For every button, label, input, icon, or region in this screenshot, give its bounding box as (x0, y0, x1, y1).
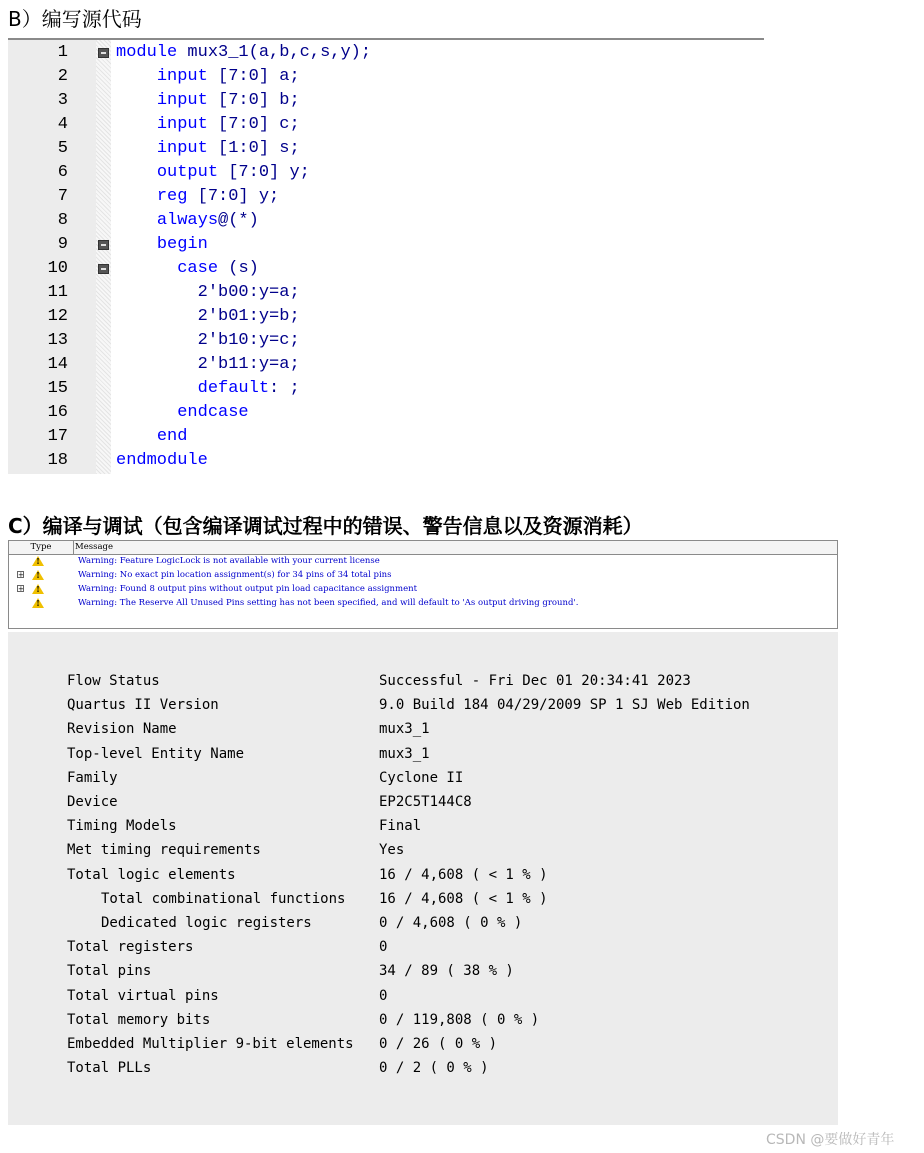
line-number: 8 (57, 211, 68, 230)
summary-label: Quartus II Version (67, 697, 219, 714)
messages-header (9, 541, 837, 555)
code-text: input [7:0] a; (156, 67, 300, 86)
summary-row (8, 742, 838, 766)
summary-row (8, 984, 838, 1008)
code-line[interactable] (8, 377, 764, 401)
line-number: 12 (47, 307, 68, 326)
message-row[interactable] (9, 584, 837, 594)
summary-row (8, 814, 838, 838)
summary-row (8, 1008, 838, 1032)
collapse-icon[interactable] (98, 264, 109, 274)
code-text: reg [7:0] y; (156, 187, 280, 206)
summary-row (8, 1056, 838, 1080)
line-number: 5 (57, 139, 68, 158)
summary-row (8, 911, 838, 935)
summary-value: Final (379, 818, 422, 835)
warning-mark-icon: ! (36, 584, 40, 594)
section-heading-source-code: B）编写源代码 (8, 7, 142, 31)
summary-label: Total combinational functions (101, 890, 346, 907)
summary-row (8, 887, 838, 911)
column-header-message[interactable]: Message (75, 542, 113, 552)
messages-panel (8, 540, 838, 629)
watermark: CSDN @要做好青年 (766, 1132, 895, 1148)
summary-label: Dedicated logic registers (101, 915, 312, 931)
code-line[interactable] (8, 281, 764, 305)
summary-value: Yes (379, 842, 405, 859)
code-text: endmodule (116, 451, 208, 470)
code-text: 2'b01:y=b; (116, 307, 300, 326)
code-line[interactable] (8, 137, 764, 161)
collapse-icon[interactable] (98, 240, 109, 250)
column-header-type[interactable]: Type (9, 541, 74, 554)
summary-row (8, 669, 838, 693)
code-line[interactable] (8, 425, 764, 449)
summary-row (8, 863, 838, 887)
code-text: default: ; (197, 379, 300, 398)
summary-row (8, 935, 838, 959)
line-number: 11 (47, 283, 68, 302)
line-number: 17 (47, 427, 68, 446)
summary-label: Device (67, 794, 118, 810)
line-number: 14 (47, 355, 68, 374)
summary-value: 0 / 119,808 ( 0 % ) (379, 1011, 540, 1028)
summary-row (8, 1032, 838, 1056)
code-line[interactable] (8, 113, 764, 137)
code-line[interactable] (8, 353, 764, 377)
summary-value: mux3_1 (379, 721, 430, 738)
code-line[interactable] (8, 233, 764, 257)
code-text: input [1:0] s; (156, 139, 300, 158)
line-number: 2 (57, 67, 68, 86)
summary-value: 0 (379, 987, 388, 1004)
code-line[interactable] (8, 185, 764, 209)
summary-value: 0 / 2 ( 0 % ) (379, 1060, 489, 1077)
warning-mark-icon: ! (36, 598, 40, 608)
code-line[interactable] (8, 401, 764, 425)
line-number: 9 (57, 235, 68, 254)
code-line[interactable] (8, 209, 764, 233)
summary-row (8, 693, 838, 717)
code-line[interactable] (8, 305, 764, 329)
message-row[interactable] (9, 598, 837, 608)
summary-label: Total memory bits (67, 1011, 211, 1028)
code-text: begin (156, 235, 208, 254)
summary-row (8, 717, 838, 741)
code-line[interactable] (8, 257, 764, 281)
code-text: input [7:0] c; (156, 115, 300, 134)
message-text: Warning: Feature LogicLock is not available with your current license (78, 556, 380, 566)
code-text: input [7:0] b; (156, 91, 300, 110)
summary-label: Met timing requirements (67, 842, 261, 859)
code-line[interactable] (8, 161, 764, 185)
code-editor[interactable] (8, 38, 764, 474)
summary-row (8, 959, 838, 983)
line-number: 16 (47, 403, 68, 422)
expand-icon[interactable]: + (18, 571, 24, 579)
code-text: 2'b11:y=a; (116, 355, 300, 374)
line-number: 6 (57, 163, 68, 182)
summary-value: 0 / 4,608 ( 0 % ) (379, 915, 523, 931)
message-text: Warning: Found 8 output pins without output pin load capacitance assignment (78, 584, 417, 594)
code-text: 2'b10:y=c; (116, 331, 300, 350)
summary-label: Family (67, 769, 118, 786)
code-line[interactable] (8, 65, 764, 89)
summary-value: EP2C5T144C8 (379, 794, 472, 810)
summary-value: 0 (379, 939, 388, 956)
summary-value: 9.0 Build 184 04/29/2009 SP 1 SJ Web Edition (379, 697, 750, 714)
summary-label: Embedded Multiplier 9-bit elements (67, 1036, 354, 1052)
summary-row (8, 766, 838, 790)
code-text: always@(*) (156, 211, 259, 230)
line-number: 13 (47, 331, 68, 350)
message-row[interactable] (9, 556, 837, 566)
summary-row (8, 790, 838, 814)
warning-mark-icon: ! (36, 570, 40, 580)
flow-summary (8, 632, 838, 1125)
summary-label: Flow Status (67, 673, 160, 689)
summary-value: 0 / 26 ( 0 % ) (379, 1036, 498, 1052)
code-text: case (s) (177, 259, 259, 278)
line-number: 3 (57, 91, 68, 110)
summary-label: Total registers (67, 939, 194, 956)
line-number: 1 (57, 43, 68, 62)
line-number: 18 (47, 451, 68, 470)
summary-label: Top-level Entity Name (67, 745, 245, 762)
message-text: Warning: No exact pin location assignment(s) for 34 pins of 34 total pins (78, 570, 392, 580)
code-line[interactable] (8, 329, 764, 353)
code-text: 2'b00:y=a; (116, 283, 300, 302)
summary-row (8, 838, 838, 862)
summary-label: Total logic elements (67, 866, 236, 883)
code-line[interactable] (8, 41, 764, 65)
summary-value: mux3_1 (379, 745, 430, 762)
summary-label: Total virtual pins (67, 987, 219, 1004)
line-number: 15 (47, 379, 68, 398)
code-text: output [7:0] y; (156, 163, 310, 182)
line-number: 10 (47, 259, 68, 278)
section-heading-compile-debug: C）编译与调试（包含编译调试过程中的错误、警告信息以及资源消耗） (8, 514, 643, 538)
collapse-icon[interactable] (98, 48, 109, 58)
summary-label: Total PLLs (67, 1060, 152, 1077)
summary-label: Total pins (67, 963, 152, 980)
code-text: end (156, 427, 188, 446)
code-text: endcase (177, 403, 249, 422)
line-number: 4 (57, 115, 68, 134)
summary-value: Cyclone II (379, 769, 464, 786)
expand-icon[interactable]: + (18, 585, 24, 593)
line-number: 7 (57, 187, 68, 206)
summary-value: Successful - Fri Dec 01 20:34:41 2023 (379, 673, 691, 689)
code-line[interactable] (8, 89, 764, 113)
code-text: module mux3_1(a,b,c,s,y); (116, 43, 372, 62)
summary-label: Revision Name (67, 721, 177, 738)
summary-value: 16 / 4,608 ( < 1 % ) (379, 866, 548, 883)
message-row[interactable] (9, 570, 837, 580)
summary-value: 34 / 89 ( 38 % ) (379, 963, 514, 980)
message-text: Warning: The Reserve All Unused Pins setting has not been specified, and will default to 'As output driving ground'. (78, 598, 579, 608)
summary-label: Timing Models (67, 818, 177, 835)
warning-mark-icon: ! (36, 556, 40, 566)
code-line[interactable] (8, 449, 764, 473)
summary-value: 16 / 4,608 ( < 1 % ) (379, 890, 548, 907)
